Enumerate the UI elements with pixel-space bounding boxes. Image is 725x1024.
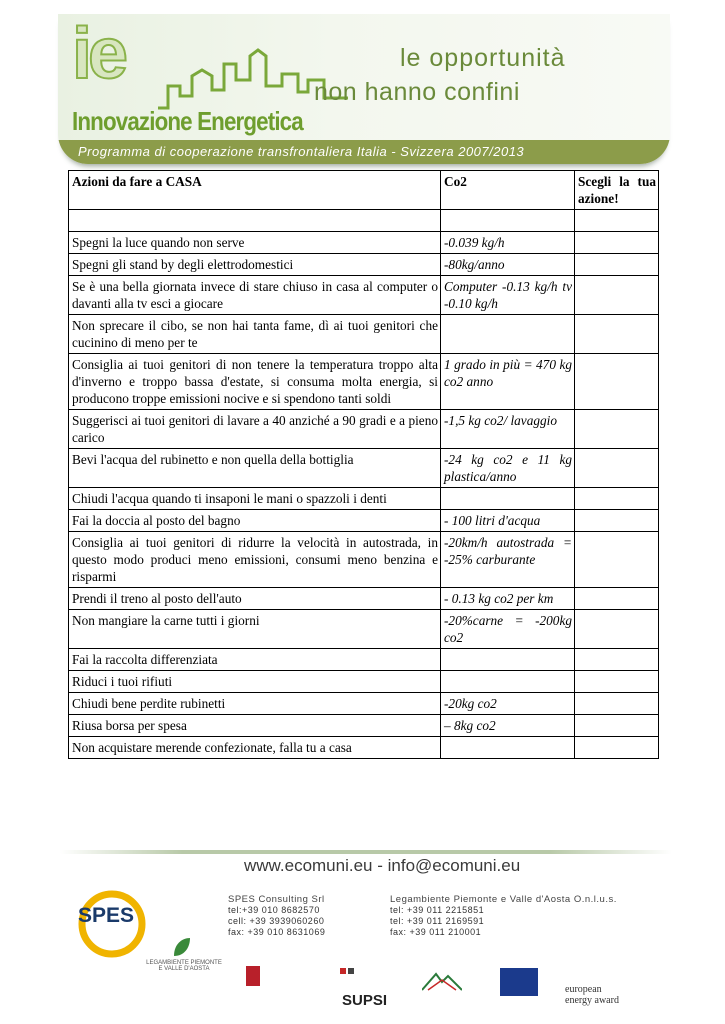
table-row	[69, 532, 659, 588]
action-cell: Riduci i tuoi rifiuti	[69, 671, 441, 693]
table-row	[69, 232, 659, 254]
co2-cell	[441, 488, 575, 510]
co2-cell: Computer -0.13 kg/h tv -0.10 kg/h	[441, 276, 575, 315]
table-row	[69, 449, 659, 488]
choice-cell[interactable]	[575, 671, 659, 693]
co2-cell	[441, 315, 575, 354]
choice-cell[interactable]	[575, 254, 659, 276]
spes-contact	[228, 894, 325, 938]
co2-cell	[441, 671, 575, 693]
action-cell: Chiudi bene perdite rubinetti	[69, 693, 441, 715]
action-cell: Fai la raccolta differenziata	[69, 649, 441, 671]
eea-line2: energy award	[565, 995, 619, 1006]
action-cell: Spegni la luce quando non serve	[69, 232, 441, 254]
table-row	[69, 693, 659, 715]
choice-cell[interactable]	[575, 232, 659, 254]
table-row	[69, 254, 659, 276]
spes-logo-text: SPES	[78, 904, 135, 927]
table-row	[69, 737, 659, 759]
action-cell: Se è una bella giornata invece di stare chiuso in casa al computer o davanti alla tv esci a giocare	[69, 276, 441, 315]
eea-line1: european	[565, 984, 602, 995]
footer-web-contact[interactable]: www.ecomuni.eu - info@ecomuni.eu	[244, 856, 521, 875]
legambiente-leaf-icon	[172, 936, 192, 958]
european-energy-award	[565, 984, 619, 1006]
logo-name: Innovazione Energetica	[72, 106, 303, 136]
spes-cell: cell: +39 3939060260	[228, 916, 325, 926]
action-cell: Consiglia ai tuoi genitori di non tenere la temperatura troppo alta d'inverno e troppo bassa d'estate, si consuma molta energia, si producono troppe emissioni nocive e si spendono tanti soldi	[69, 354, 441, 410]
action-cell: Chiudi l'acqua quando ti insaponi le mani o spazzoli i denti	[69, 488, 441, 510]
co2-cell: -20%carne = -200kg co2	[441, 610, 575, 649]
table-row	[69, 715, 659, 737]
action-cell: Non sprecare il cibo, se non hai tanta fame, dì ai tuoi genitori che cucinino di meno per te	[69, 315, 441, 354]
legambiente-logo-text: LEGAMBIENTE PIEMONTE E VALLE D'AOSTA	[146, 960, 222, 972]
co2-cell: -24 kg co2 e 11 kg plastica/anno	[441, 449, 575, 488]
slogan-line2: non hanno confini	[314, 78, 520, 106]
co2-cell: -1,5 kg co2/ lavaggio	[441, 410, 575, 449]
choice-cell[interactable]	[575, 649, 659, 671]
table-row	[69, 488, 659, 510]
header-actions: Azioni da fare a CASA	[69, 171, 441, 210]
action-cell: Non acquistare merende confezionate, falla tu a casa	[69, 737, 441, 759]
choice-cell[interactable]	[575, 210, 659, 232]
table-row	[69, 588, 659, 610]
action-cell: Consiglia ai tuoi genitori di ridurre la velocità in autostrada, in questo modo produci meno emissioni, consumi meno benzina e risparmi	[69, 532, 441, 588]
choice-cell[interactable]	[575, 693, 659, 715]
supsi-mark-icon	[340, 968, 362, 986]
legambiente-name: Legambiente Piemonte e Valle d'Aosta O.n.l.u.s.	[390, 894, 617, 905]
table-row	[69, 649, 659, 671]
table-row	[69, 354, 659, 410]
choice-cell[interactable]	[575, 715, 659, 737]
legambiente-tel: tel: +39 011 2215851	[390, 905, 485, 915]
slogan-line1: le opportunità	[400, 44, 566, 72]
choice-cell[interactable]	[575, 588, 659, 610]
header-banner	[58, 14, 670, 164]
legambiente-contact	[390, 894, 617, 938]
action-cell: Riusa borsa per spesa	[69, 715, 441, 737]
co2-cell: 1 grado in più = 470 kg co2 anno	[441, 354, 575, 410]
table-row	[69, 610, 659, 649]
co2-cell	[441, 649, 575, 671]
header-choice: Scegli la tua azione!	[575, 171, 659, 210]
co2-cell: – 8kg co2	[441, 715, 575, 737]
spes-fax: fax: +39 010 8631069	[228, 927, 326, 937]
action-cell: Non mangiare la carne tutti i giorni	[69, 610, 441, 649]
co2-cell: -0.039 kg/h	[441, 232, 575, 254]
legambiente-fax: fax: +39 011 210001	[390, 927, 482, 937]
actions-table	[68, 170, 659, 759]
footer-divider	[60, 850, 672, 854]
interreg-logo-icon	[422, 970, 462, 992]
co2-cell	[441, 737, 575, 759]
choice-cell[interactable]	[575, 276, 659, 315]
region-shield-icon	[246, 966, 260, 986]
action-cell: Suggerisci ai tuoi genitori di lavare a 40 anziché a 90 gradi e a pieno carico	[69, 410, 441, 449]
table-row	[69, 276, 659, 315]
supsi-logo: SUPSI	[342, 992, 388, 1009]
table-row	[69, 410, 659, 449]
choice-cell[interactable]	[575, 532, 659, 588]
choice-cell[interactable]	[575, 610, 659, 649]
choice-cell[interactable]	[575, 737, 659, 759]
action-cell: Spegni gli stand by degli elettrodomestici	[69, 254, 441, 276]
table-row	[69, 671, 659, 693]
eu-flag-icon	[500, 968, 538, 996]
logo-mark: ie	[72, 14, 125, 94]
action-cell: Prendi il treno al posto dell'auto	[69, 588, 441, 610]
choice-cell[interactable]	[575, 488, 659, 510]
choice-cell[interactable]	[575, 315, 659, 354]
choice-cell[interactable]	[575, 354, 659, 410]
co2-cell	[441, 210, 575, 232]
footer	[60, 842, 672, 1014]
legambiente-tel2: tel: +39 011 2169591	[390, 916, 485, 926]
co2-cell: -20km/h autostrada = -25% carburante	[441, 532, 575, 588]
header-co2: Co2	[441, 171, 575, 210]
table-header-row	[69, 171, 659, 210]
co2-cell: -80kg/anno	[441, 254, 575, 276]
action-cell: Bevi l'acqua del rubinetto e non quella della bottiglia	[69, 449, 441, 488]
choice-cell[interactable]	[575, 449, 659, 488]
table-row	[69, 510, 659, 532]
co2-cell: -20kg co2	[441, 693, 575, 715]
programme-text: Programma di cooperazione transfrontaliera Italia - Svizzera 2007/2013	[78, 144, 525, 159]
spes-tel: tel:+39 010 8682570	[228, 905, 320, 915]
action-cell	[69, 210, 441, 232]
action-cell: Fai la doccia al posto del bagno	[69, 510, 441, 532]
table-row	[69, 315, 659, 354]
co2-cell: - 100 litri d'acqua	[441, 510, 575, 532]
choice-cell[interactable]	[575, 510, 659, 532]
co2-cell: - 0.13 kg co2 per km	[441, 588, 575, 610]
choice-cell[interactable]	[575, 410, 659, 449]
spes-company-name: SPES Consulting Srl	[228, 894, 325, 905]
table-row	[69, 210, 659, 232]
